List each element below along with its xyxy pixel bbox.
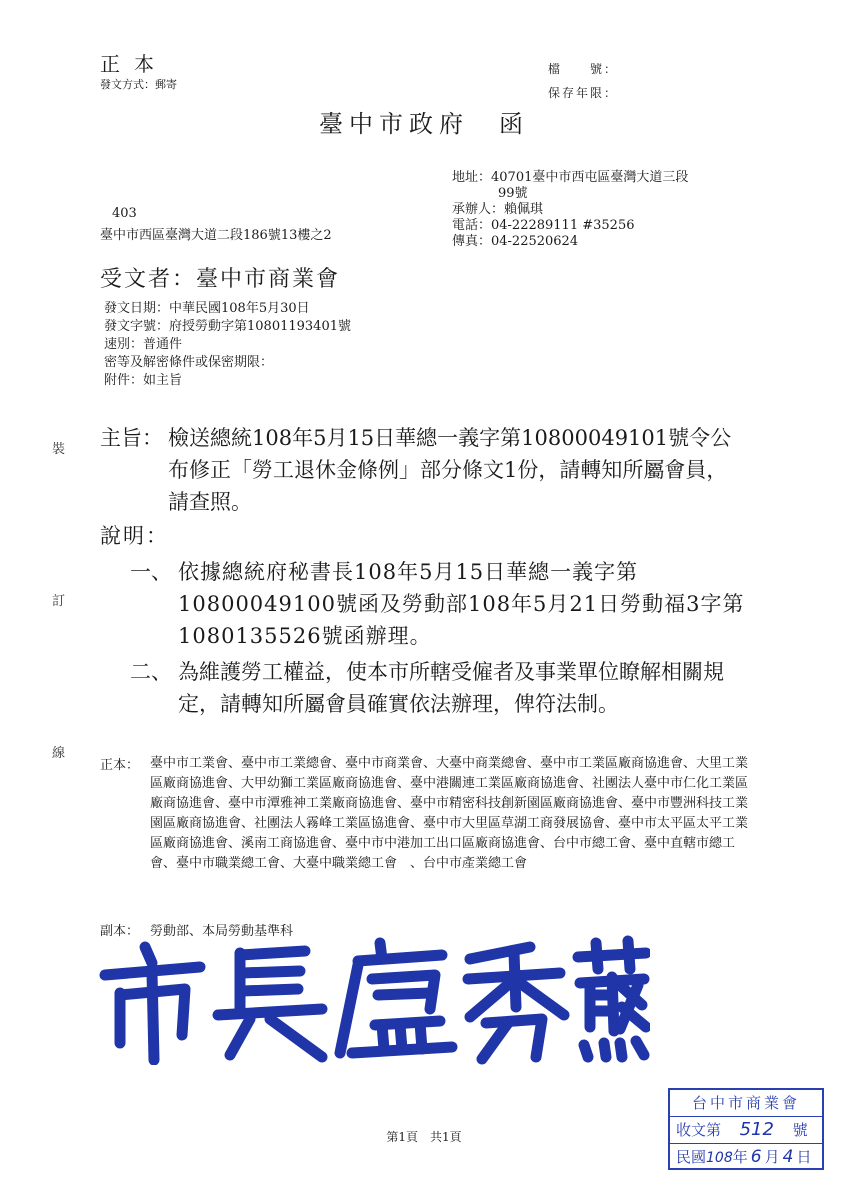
document-title: 臺中市政府 函 xyxy=(319,110,529,138)
explanation-item-text: 為維護勞工權益，使本市所轄受僱者及事業單位瞭解相關規定，請轉知所屬會員確實依法辦理，俾符法制。 xyxy=(178,660,724,716)
subject-text: 檢送總統108年5月15日華總一義字第10800049101號令公布修正「勞工退休金條例」部分條文1份，請轉知所屬會員，請查照。 xyxy=(168,426,732,514)
sender-fax: 傳真：04-22520624 xyxy=(452,234,579,249)
distribution-label: 正本： xyxy=(100,758,140,773)
attachment: 附件：如主旨 xyxy=(104,373,183,388)
retention-period-label: 保存年限： xyxy=(548,86,619,100)
explanation-item-text: 依據總統府秘書長108年5月15日華總一義字第10800049100號函及勞動部108年5月21日勞動福3字第1080135526號函辦理。 xyxy=(178,560,745,648)
stamp-month: 6 xyxy=(750,1147,762,1167)
stamp-year-suffix: 年 xyxy=(732,1148,748,1166)
speed-class: 速別：普通件 xyxy=(104,337,183,352)
explanation-item-number: 二、 xyxy=(130,660,172,684)
document-info xyxy=(104,300,351,390)
copy-mark: 正本 xyxy=(100,52,168,76)
stamp-receipt-suffix: 號 xyxy=(792,1121,808,1139)
binding-mark: 線 xyxy=(52,746,66,761)
explanation-item-number: 一、 xyxy=(130,560,172,584)
sender-address: 地址：40701臺中市西屯區臺灣大道三段 xyxy=(452,170,689,185)
stamp-day: 4 xyxy=(782,1147,794,1167)
stamp-date-row xyxy=(670,1144,822,1170)
binding-mark: 裝 xyxy=(52,442,66,457)
sender-contact: 承辦人：賴佩琪 xyxy=(452,202,544,217)
stamp-year: 108 xyxy=(706,1150,733,1166)
cc-label: 副本： xyxy=(100,924,140,939)
sender-address-cont: 99號 xyxy=(498,186,528,201)
recipient-zip: 403 xyxy=(112,206,137,221)
secrecy-level: 密等及解密條件或保密期限： xyxy=(104,355,274,370)
file-number-label: 檔 號： xyxy=(548,62,619,76)
stamp-receipt-number: 512 xyxy=(739,1119,774,1140)
document-number: 發文字號：府授勞動字第10801193401號 xyxy=(104,319,351,334)
page-number: 第1頁 共1頁 xyxy=(386,1130,462,1144)
recipient-address: 臺中市西區臺灣大道二段186號13樓之2 xyxy=(100,228,332,243)
stamp-day-suffix: 日 xyxy=(796,1148,812,1166)
mayor-signature xyxy=(90,935,650,1065)
receipt-stamp xyxy=(668,1088,824,1170)
recipient: 受文者：臺中市商業會 xyxy=(100,267,341,292)
stamp-org: 台中市商業會 xyxy=(670,1090,822,1117)
binding-mark: 訂 xyxy=(52,594,66,609)
stamp-date-prefix: 民國 xyxy=(676,1148,707,1166)
issue-date: 發文日期：中華民國108年5月30日 xyxy=(104,301,310,316)
distribution-list: 臺中市工業會、臺中市工業總會、臺中市商業會、大臺中商業總會、臺中市工業區廠商協進會、大里工業區廠商協進會、大甲幼獅工業區廠商協進會、臺中港關連工業區廠商協進會、社團法人臺中市仁化工業區廠商協進會、臺中市潭雅神工業廠商協進會、臺中市精密科技創新園區廠商協進會、臺中市豐洲科技工業園區廠商協進會、社團法人霧峰工業區協進會、臺中市大里區草湖工商發展協會、臺中市太平區太平工業區廠商協進會、溪南工商協進會、臺中市中港加工出口區廠商協進會、台中市總工會、臺中直轄市總工會、臺中市職業總工會、大臺中職業總工會 、台中市產業總工會 xyxy=(150,756,749,871)
subject-label: 主旨： xyxy=(100,426,163,450)
sender-info xyxy=(452,170,688,250)
sender-phone: 電話：04-22289111 #35256 xyxy=(452,218,635,233)
cc-list: 勞動部、本局勞動基準科 xyxy=(150,924,294,939)
stamp-month-suffix: 月 xyxy=(764,1148,780,1166)
send-method: 發文方式：郵寄 xyxy=(100,78,177,91)
explanation-label: 說明： xyxy=(100,524,169,548)
stamp-receipt-label: 收文第 xyxy=(676,1121,722,1139)
stamp-receipt-row xyxy=(670,1117,822,1144)
